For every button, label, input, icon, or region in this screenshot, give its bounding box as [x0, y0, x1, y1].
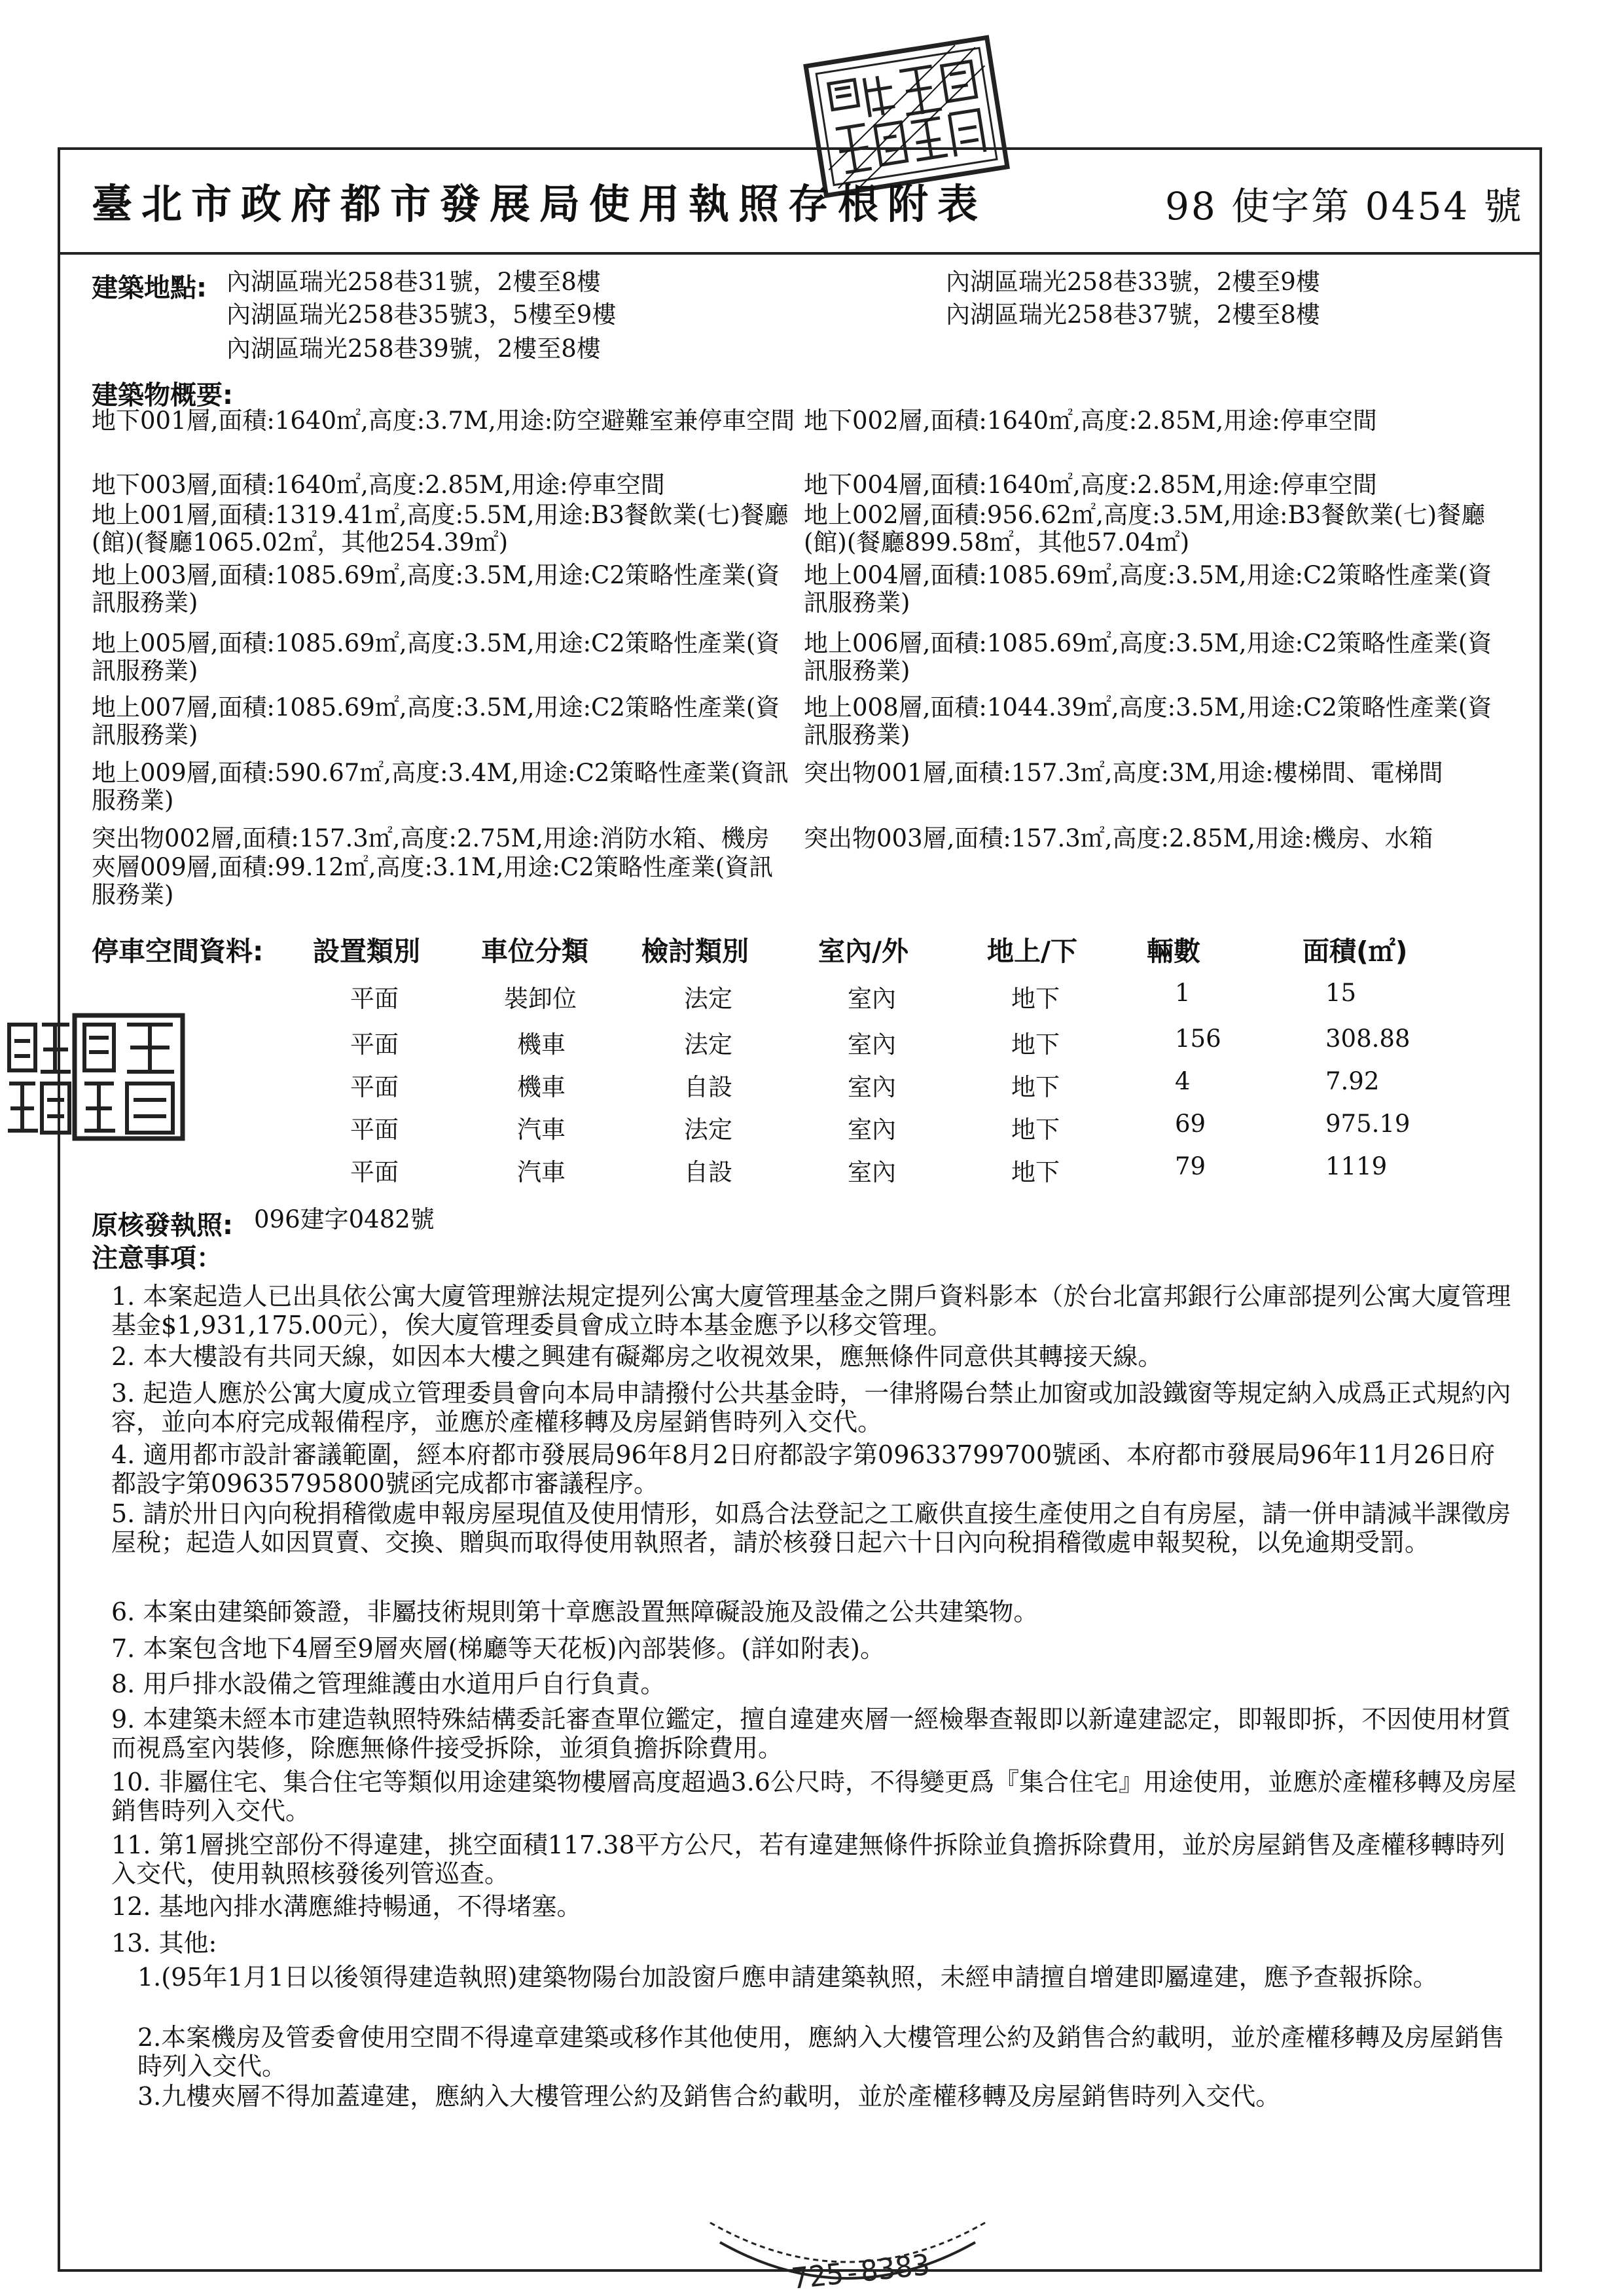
- parking-cell: 308.88: [1325, 1025, 1411, 1053]
- parking-cell: 4: [1175, 1067, 1191, 1095]
- svg-text:725-8383: 725-8383: [790, 2248, 932, 2296]
- parking-cell: 室內: [848, 985, 896, 1013]
- note-sub-item: 2.本案機房及管委會使用空間不得違章建築或移作其他使用，應納入大樓管理公約及銷售合約載明，並於產權移轉及房屋銷售時列入交代。: [137, 2023, 1505, 2081]
- address-line: 內湖區瑞光258巷35號3，5樓至9樓: [226, 301, 617, 329]
- parking-cell: 法定: [684, 985, 732, 1013]
- parking-cell: 地下: [1011, 985, 1060, 1013]
- parking-cell: 汽車: [517, 1116, 566, 1144]
- parking-cell: 法定: [684, 1116, 732, 1144]
- parking-cell: 機車: [517, 1073, 566, 1101]
- parking-cell: 平面: [350, 985, 399, 1013]
- note-item: 8. 用戶排水設備之管理維護由水道用戶自行負責。: [111, 1669, 666, 1698]
- parking-cell: 平面: [350, 1158, 399, 1186]
- parking-cell: 平面: [350, 1030, 399, 1059]
- note-item: 5. 請於卅日內向稅捐稽徵處申報房屋現值及使用情形，如爲合法登記之工廠供直接生產使用之自有房屋，請一併申請減半課徵房屋稅；起造人如因買賣、交換、贈與而取得使用執照者，請於核發日起六十日內向稅捐稽徵處申報契稅，以免逾期受罰。: [111, 1499, 1511, 1557]
- address-label: 建築地點:: [92, 273, 207, 303]
- parking-header: 車位分類: [481, 936, 588, 967]
- parking-label: 停車空間資料:: [92, 936, 264, 967]
- note-item: 1. 本案起造人已出具依公寓大廈管理辦法規定提列公寓大廈管理基金之開戶資料影本（於台北富邦銀行公庫部提列公寓大廈管理基金$1,931,175.00元），俟大廈管理委員會成立時本基金應予以移交管理。: [111, 1282, 1511, 1339]
- parking-cell: 975.19: [1325, 1110, 1411, 1138]
- parking-cell: 裝卸位: [504, 985, 577, 1013]
- title-divider: [58, 252, 1542, 255]
- parking-cell: 1: [1175, 979, 1191, 1007]
- parking-cell: 室內: [848, 1116, 896, 1144]
- overview-label: 建築物概要:: [92, 380, 233, 410]
- overview-left-item: 地下001層,面積:1640㎡,高度:3.7M,用途:防空避難室兼停車空間: [92, 407, 795, 435]
- note-sub-item: 3.九樓夾層不得加蓋違建，應納入大樓管理公約及銷售合約載明，並於產權移轉及房屋銷售時列入交代。: [137, 2082, 1281, 2111]
- overview-right-item: 地上006層,面積:1085.69㎡,高度:3.5M,用途:C2策略性產業(資訊服務業): [804, 629, 1492, 685]
- parking-header: 設置類別: [313, 936, 420, 967]
- notes-label: 注意事項：: [92, 1243, 223, 1273]
- parking-cell: 機車: [517, 1030, 566, 1059]
- parking-header: 輛數: [1147, 936, 1200, 967]
- note-item: 13. 其他:: [111, 1929, 217, 1958]
- permit-number: 98 使字第 0454 號: [1165, 184, 1524, 228]
- note-item: 10. 非屬住宅、集合住宅等類似用途建築物樓層高度超過3.6公尺時，不得變更爲『集合住宅』用途使用，並應於產權移轉及房屋銷售時列入交代。: [111, 1768, 1517, 1825]
- overview-right-item: 地下004層,面積:1640㎡,高度:2.85M,用途:停車空間: [804, 471, 1377, 499]
- overview-left-item: 地上007層,面積:1085.69㎡,高度:3.5M,用途:C2策略性產業(資訊服務業): [92, 693, 780, 749]
- address-line: 內湖區瑞光258巷37號，2樓至8樓: [946, 301, 1320, 329]
- parking-header: 面積(㎡): [1303, 936, 1408, 967]
- overview-right-item: 地下002層,面積:1640㎡,高度:2.85M,用途:停車空間: [804, 407, 1377, 435]
- address-line: 內湖區瑞光258巷39號，2樓至8樓: [226, 335, 601, 363]
- address-line: 內湖區瑞光258巷31號，2樓至8樓: [226, 268, 601, 296]
- overview-right-item: 地上008層,面積:1044.39㎡,高度:3.5M,用途:C2策略性產業(資訊服務業): [804, 693, 1492, 749]
- parking-cell: 79: [1175, 1152, 1206, 1180]
- overview-right-item: 突出物003層,面積:157.3㎡,高度:2.85M,用途:機房、水箱: [804, 824, 1433, 852]
- overview-left-item: 地上003層,面積:1085.69㎡,高度:3.5M,用途:C2策略性產業(資訊服務業): [92, 561, 780, 617]
- address-line: 內湖區瑞光258巷33號，2樓至9樓: [946, 268, 1320, 296]
- page-title: 臺北市政府都市發展局使用執照存根附表: [92, 180, 988, 228]
- overview-left-item: 地下003層,面積:1640㎡,高度:2.85M,用途:停車空間: [92, 471, 665, 499]
- parking-cell: 地下: [1011, 1073, 1060, 1101]
- overview-left-item: 夾層009層,面積:99.12㎡,高度:3.1M,用途:C2策略性產業(資訊服務業): [92, 853, 774, 909]
- parking-cell: 自設: [684, 1073, 732, 1101]
- note-sub-item: 1.(95年1月1日以後領得建造執照)建築物陽台加設窗戶應申請建築執照，未經申請擅自增建即屬違建，應予查報拆除。: [137, 1963, 1438, 1992]
- overview-left-item: 地上009層,面積:590.67㎡,高度:3.4M,用途:C2策略性產業(資訊服務業): [92, 759, 789, 814]
- note-item: 2. 本大樓設有共同天線，如因本大樓之興建有礙鄰房之收視效果，應無條件同意供其轉接天線。: [111, 1342, 1163, 1371]
- note-item: 11. 第1層挑空部份不得違建，挑空面積117.38平方公尺，若有違建無條件拆除並負擔拆除費用，並於房屋銷售及產權移轉時列入交代，使用執照核發後列管巡查。: [111, 1831, 1505, 1888]
- overview-left-item: 地上001層,面積:1319.41㎡,高度:5.5M,用途:B3餐飲業(七)餐廳(館)(餐廳1065.02㎡，其他254.39㎡): [92, 501, 789, 556]
- note-item: 7. 本案包含地下4層至9層夾層(梯廳等天花板)內部裝修。(詳如附表)。: [111, 1634, 885, 1663]
- note-item: 6. 本案由建築師簽證，非屬技術規則第十章應設置無障礙設施及設備之公共建築物。: [111, 1597, 1039, 1626]
- overview-right-item: 地上004層,面積:1085.69㎡,高度:3.5M,用途:C2策略性產業(資訊服務業): [804, 561, 1492, 617]
- parking-cell: 地下: [1011, 1030, 1060, 1059]
- parking-cell: 汽車: [517, 1158, 566, 1186]
- note-item: 9. 本建築未經本市建造執照特殊結構委託審查單位鑑定，擅自違建夾層一經檢舉查報即以新違建認定，即報即拆，不因使用材質而視爲室內裝修，除應無條件接受拆除，並須負擔拆除費用。: [111, 1705, 1511, 1762]
- parking-header: 地上/下: [987, 936, 1077, 967]
- parking-header: 檢討類別: [641, 936, 749, 967]
- parking-cell: 平面: [350, 1073, 399, 1101]
- overview-left-item: 地上005層,面積:1085.69㎡,高度:3.5M,用途:C2策略性產業(資訊服務業): [92, 629, 780, 685]
- parking-cell: 地下: [1011, 1158, 1060, 1186]
- overview-right-item: 突出物001層,面積:157.3㎡,高度:3M,用途:樓梯間、電梯間: [804, 759, 1443, 787]
- parking-cell: 室內: [848, 1073, 896, 1101]
- parking-cell: 室內: [848, 1030, 896, 1059]
- parking-cell: 地下: [1011, 1116, 1060, 1144]
- overview-left-item: 突出物002層,面積:157.3㎡,高度:2.75M,用途:消防水箱、機房: [92, 824, 770, 852]
- parking-cell: 156: [1175, 1025, 1221, 1053]
- overview-right-item: 地上002層,面積:956.62㎡,高度:3.5M,用途:B3餐飲業(七)餐廳(館)(餐廳899.58㎡，其他57.04㎡): [804, 501, 1486, 556]
- parking-header: 室內/外: [818, 936, 908, 967]
- parking-cell: 自設: [684, 1158, 732, 1186]
- original-permit-label: 原核發執照:: [92, 1211, 233, 1241]
- note-item: 3. 起造人應於公寓大廈成立管理委員會向本局申請撥付公共基金時，一律將陽台禁止加窗或加設鐵窗等規定納入成爲正式規約內容，並向本府完成報備程序，並應於產權移轉及房屋銷售時列入交代。: [111, 1379, 1511, 1436]
- note-item: 4. 適用都市設計審議範圍，經本府都市發展局96年8月2日府都設字第09633799700號函、本府都市發展局96年11月26日府都設字第09635795800號函完成都市審議程序。: [111, 1440, 1496, 1498]
- parking-cell: 平面: [350, 1116, 399, 1144]
- parking-cell: 15: [1325, 979, 1357, 1007]
- parking-cell: 室內: [848, 1158, 896, 1186]
- original-permit-value: 096建字0482號: [254, 1205, 435, 1233]
- parking-cell: 7.92: [1325, 1067, 1380, 1095]
- note-item: 12. 基地內排水溝應維持暢通，不得堵塞。: [111, 1892, 582, 1921]
- parking-cell: 69: [1175, 1110, 1206, 1138]
- parking-cell: 法定: [684, 1030, 732, 1059]
- parking-cell: 1119: [1325, 1152, 1388, 1180]
